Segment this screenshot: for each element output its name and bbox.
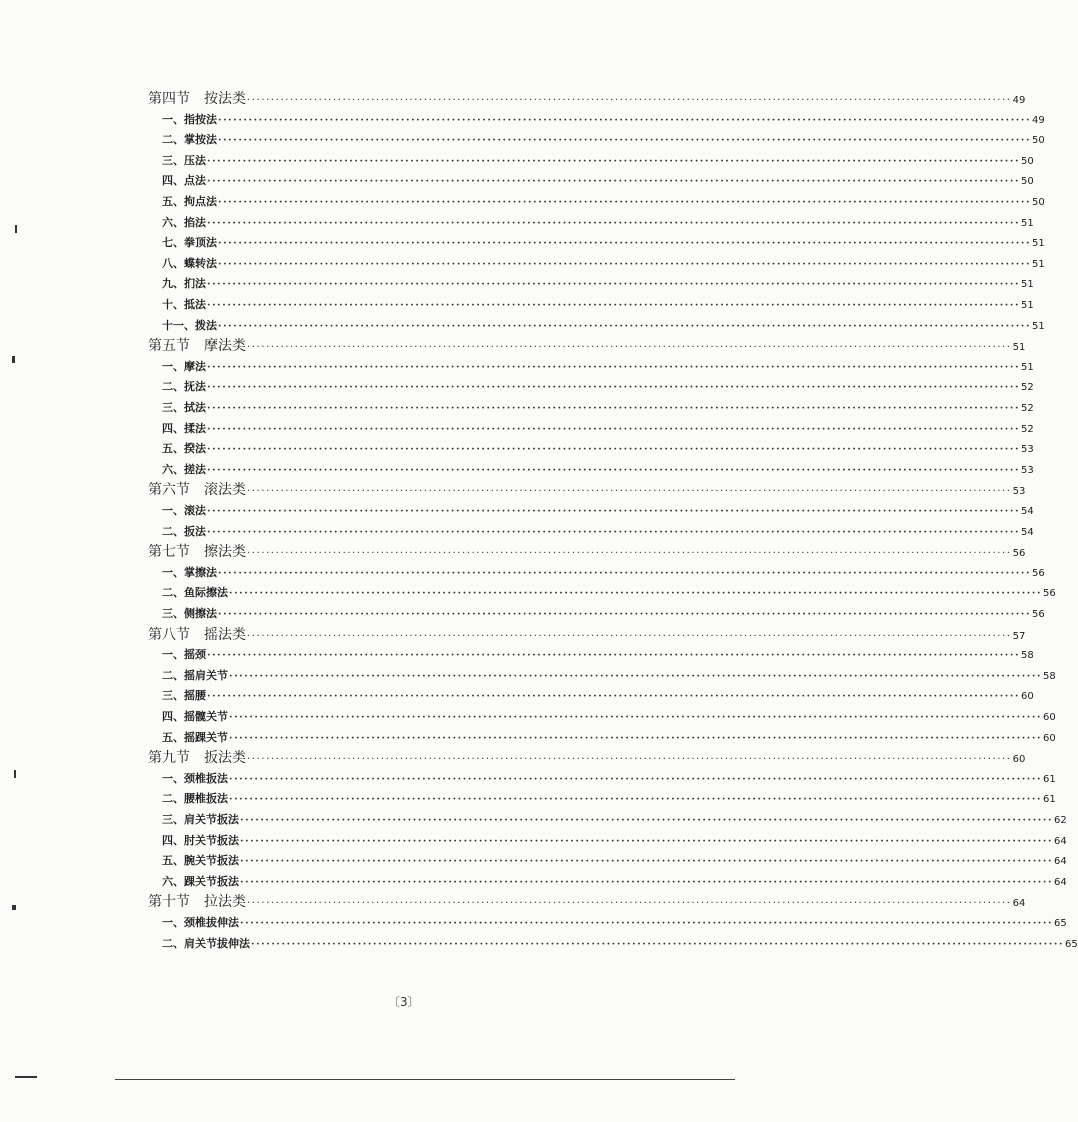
section-number: 第九节 <box>148 750 190 767</box>
entry-title: 摇法类 <box>204 626 246 643</box>
toc-item-entry <box>162 213 1034 233</box>
entry-page-number: 62 <box>1054 815 1067 826</box>
dot-leader: ································································································································································ <box>229 588 1043 600</box>
entry-title: 一、指按法 <box>162 112 217 126</box>
toc-item-entry <box>162 357 1034 377</box>
entry-page-number: 65 <box>1065 938 1078 950</box>
toc-item-entry <box>162 398 1034 418</box>
entry-title: 二、抚法 <box>162 380 206 394</box>
entry-title: 二、腰椎扳法 <box>162 792 228 806</box>
dot-leader: ································································································································································ <box>229 712 1043 723</box>
dot-leader: ································································································································································ <box>207 361 1021 373</box>
dot-leader: ································································································································································ <box>218 197 1032 208</box>
entry-title: 擦法类 <box>204 544 246 561</box>
entry-page-number: 60 <box>1021 691 1034 703</box>
toc-item-entry <box>162 501 1034 521</box>
dot-leader: ································································································································································ <box>251 938 1065 950</box>
dot-leader: ································································································································································ <box>207 217 1021 229</box>
entry-title: 一、摇颈 <box>162 648 206 662</box>
entry-title: 三、侧擦法 <box>162 607 217 620</box>
dot-leader: ································································································································································ <box>240 918 1054 929</box>
entry-title: 一、摩法 <box>162 359 206 373</box>
toc-item-entry <box>162 254 1045 274</box>
entry-title: 二、掌按法 <box>162 133 217 147</box>
toc-item-entry <box>162 171 1034 191</box>
entry-page-number: 61 <box>1043 794 1056 806</box>
section-number: 第七节 <box>148 544 190 561</box>
toc-item-entry <box>162 583 1056 603</box>
toc-section-entry <box>148 336 1026 356</box>
entry-page-number: 53 <box>1021 464 1034 476</box>
entry-title: 四、摇髋关节 <box>162 710 228 723</box>
entry-page-number: 57 <box>1012 630 1026 642</box>
entry-title: 滚法类 <box>204 482 246 499</box>
entry-page-number: 65 <box>1054 918 1067 929</box>
page-number: 〔3〕 <box>388 995 420 1009</box>
dot-leader: ································································································································································ <box>247 548 1012 560</box>
toc-item-entry <box>162 645 1034 665</box>
dot-leader: ································································································································································ <box>240 856 1054 868</box>
entry-title: 十、抵法 <box>162 298 206 311</box>
dot-leader: ································································································································································ <box>247 486 1012 498</box>
entry-title: 五、摇踝关节 <box>162 730 228 744</box>
toc-item-entry <box>162 810 1067 830</box>
dot-leader: ································································································································································ <box>247 898 1012 910</box>
toc-section-entry <box>148 542 1026 562</box>
entry-page-number: 54 <box>1021 506 1034 517</box>
entry-page-number: 51 <box>1021 217 1034 229</box>
dot-leader: ································································································································································ <box>247 754 1012 766</box>
toc-section-entry <box>148 89 1026 109</box>
entry-title: 三、摇腰 <box>162 689 206 703</box>
entry-page-number: 49 <box>1012 95 1026 106</box>
dot-leader: ································································································································································ <box>207 526 1021 538</box>
toc-item-entry <box>162 686 1034 706</box>
toc-item-entry <box>162 707 1056 727</box>
dot-leader: ································································································································································ <box>207 382 1021 394</box>
toc-item-entry <box>162 913 1067 933</box>
scan-mark <box>15 1076 37 1078</box>
dot-leader: ································································································································································ <box>207 176 1021 188</box>
entry-page-number: 60 <box>1043 712 1056 723</box>
scan-mark <box>14 770 16 778</box>
dot-leader: ································································································································································ <box>207 300 1021 311</box>
section-number: 第五节 <box>148 338 190 355</box>
entry-page-number: 64 <box>1054 876 1067 888</box>
toc-item-entry <box>162 130 1045 150</box>
toc-item-entry <box>162 295 1034 315</box>
entry-page-number: 51 <box>1021 300 1034 311</box>
dot-leader: ································································································································································ <box>218 609 1032 620</box>
entry-page-number: 61 <box>1043 773 1056 785</box>
entry-title: 二、肩关节拔伸法 <box>162 936 250 950</box>
section-number: 第六节 <box>148 482 190 499</box>
entry-title: 六、搓法 <box>162 462 206 476</box>
section-number: 第四节 <box>148 91 190 107</box>
entry-page-number: 56 <box>1032 567 1045 579</box>
dot-leader: ································································································································································ <box>229 794 1043 806</box>
entry-page-number: 58 <box>1043 670 1056 682</box>
dot-leader: ································································································································································ <box>207 506 1021 517</box>
entry-title: 一、颈椎拔伸法 <box>162 916 239 929</box>
toc-item-entry <box>162 192 1045 212</box>
dot-leader: ································································································································································ <box>218 238 1032 250</box>
dot-leader: ································································································································································ <box>247 342 1012 354</box>
entry-page-number: 52 <box>1021 423 1034 435</box>
entry-page-number: 64 <box>1012 898 1026 910</box>
entry-title: 二、鱼际擦法 <box>162 586 228 600</box>
toc-item-entry <box>162 110 1045 130</box>
dot-leader: ································································································································································ <box>207 279 1021 291</box>
entry-title: 一、颈椎扳法 <box>162 771 228 785</box>
entry-page-number: 52 <box>1021 382 1034 394</box>
entry-page-number: 53 <box>1021 444 1034 456</box>
entry-title: 六、掐法 <box>162 215 206 229</box>
entry-title: 十一、拨法 <box>162 318 217 332</box>
entry-title: 五、拘点法 <box>162 195 217 208</box>
dot-leader: ································································································································································ <box>247 95 1012 106</box>
dot-leader: ································································································································································ <box>218 320 1032 332</box>
toc-section-entry <box>148 748 1026 768</box>
dot-leader: ································································································································································ <box>218 135 1032 147</box>
toc-item-entry <box>162 316 1045 336</box>
entry-page-number: 54 <box>1021 526 1034 538</box>
entry-title: 三、压法 <box>162 153 206 167</box>
entry-title: 摩法类 <box>204 338 246 355</box>
entry-page-number: 50 <box>1021 155 1034 167</box>
entry-page-number: 51 <box>1021 279 1034 291</box>
entry-title: 一、掌擦法 <box>162 565 217 579</box>
dot-leader: ································································································································································ <box>207 650 1021 662</box>
dot-leader: ································································································································································ <box>240 835 1054 847</box>
entry-page-number: 53 <box>1012 486 1026 498</box>
dot-leader: ································································································································································ <box>229 732 1043 744</box>
dot-leader: ································································································································································ <box>218 114 1032 126</box>
toc-section-entry <box>148 892 1026 912</box>
entry-title: 扳法类 <box>204 750 246 767</box>
toc-section-entry <box>148 625 1026 645</box>
toc-item-entry <box>162 439 1034 459</box>
toc-item-entry <box>162 666 1056 686</box>
toc-item-entry <box>162 872 1067 892</box>
dot-leader: ································································································································································ <box>207 444 1021 456</box>
dot-leader: ································································································································································ <box>207 155 1021 167</box>
toc-item-entry <box>162 604 1045 624</box>
toc-item-entry <box>162 934 1078 954</box>
dot-leader: ································································································································································ <box>240 876 1054 888</box>
section-number: 第十节 <box>148 894 190 911</box>
toc-item-entry <box>162 233 1045 253</box>
dot-leader: ································································································································································ <box>240 815 1054 826</box>
entry-title: 五、揆法 <box>162 442 206 456</box>
entry-page-number: 60 <box>1012 754 1026 766</box>
dot-leader: ································································································································································ <box>207 403 1021 414</box>
entry-title: 拉法类 <box>204 894 246 911</box>
entry-page-number: 60 <box>1043 732 1056 744</box>
entry-page-number: 56 <box>1012 548 1026 560</box>
entry-title: 四、点法 <box>162 174 206 188</box>
entry-page-number: 51 <box>1032 320 1045 332</box>
entry-page-number: 52 <box>1021 403 1034 414</box>
entry-title: 四、揉法 <box>162 421 206 435</box>
toc-item-entry <box>162 789 1056 809</box>
entry-title: 一、滚法 <box>162 504 206 517</box>
entry-title: 八、蝶转法 <box>162 256 217 270</box>
toc-item-entry <box>162 274 1034 294</box>
entry-page-number: 51 <box>1032 258 1045 270</box>
entry-page-number: 49 <box>1032 114 1045 126</box>
toc-item-entry <box>162 563 1045 583</box>
dot-leader: ································································································································································ <box>229 670 1043 682</box>
entry-title: 三、肩关节扳法 <box>162 813 239 826</box>
entry-page-number: 50 <box>1032 135 1045 147</box>
entry-title: 七、拳顶法 <box>162 236 217 250</box>
entry-page-number: 64 <box>1054 856 1067 868</box>
toc-item-entry <box>162 460 1034 480</box>
dot-leader: ································································································································································ <box>207 691 1021 703</box>
scan-mark <box>15 225 17 233</box>
dot-leader: ································································································································································ <box>207 423 1021 435</box>
dot-leader: ································································································································································ <box>207 464 1021 476</box>
dot-leader: ································································································································································ <box>229 773 1043 785</box>
dot-leader: ································································································································································ <box>218 258 1032 270</box>
dot-leader: ································································································································································ <box>247 630 1012 642</box>
entry-title: 六、踝关节扳法 <box>162 874 239 888</box>
entry-page-number: 51 <box>1012 342 1026 354</box>
entry-page-number: 56 <box>1043 588 1056 600</box>
entry-title: 五、腕关节扳法 <box>162 854 239 868</box>
scan-mark <box>12 905 16 910</box>
dot-leader: ································································································································································ <box>218 567 1032 579</box>
section-number: 第八节 <box>148 626 190 643</box>
entry-page-number: 56 <box>1032 609 1045 620</box>
bottom-rule <box>115 1079 735 1080</box>
entry-page-number: 51 <box>1021 361 1034 373</box>
entry-page-number: 58 <box>1021 650 1034 662</box>
entry-page-number: 64 <box>1054 835 1067 847</box>
toc-item-entry <box>162 419 1034 439</box>
entry-title: 二、摇肩关节 <box>162 668 228 682</box>
entry-title: 三、拭法 <box>162 401 206 414</box>
toc-item-entry <box>162 851 1067 871</box>
entry-title: 二、扳法 <box>162 524 206 538</box>
toc-item-entry <box>162 151 1034 171</box>
toc-item-entry <box>162 831 1067 851</box>
toc-item-entry <box>162 769 1056 789</box>
toc-item-entry <box>162 522 1034 542</box>
entry-page-number: 50 <box>1032 197 1045 208</box>
entry-title: 按法类 <box>204 91 246 107</box>
toc-item-entry <box>162 377 1034 397</box>
entry-page-number: 50 <box>1021 176 1034 188</box>
entry-title: 九、扪法 <box>162 277 206 291</box>
entry-title: 四、肘关节扳法 <box>162 833 239 847</box>
entry-page-number: 51 <box>1032 238 1045 250</box>
toc-item-entry <box>162 728 1056 748</box>
toc-section-entry <box>148 480 1026 500</box>
scan-mark <box>12 356 15 363</box>
